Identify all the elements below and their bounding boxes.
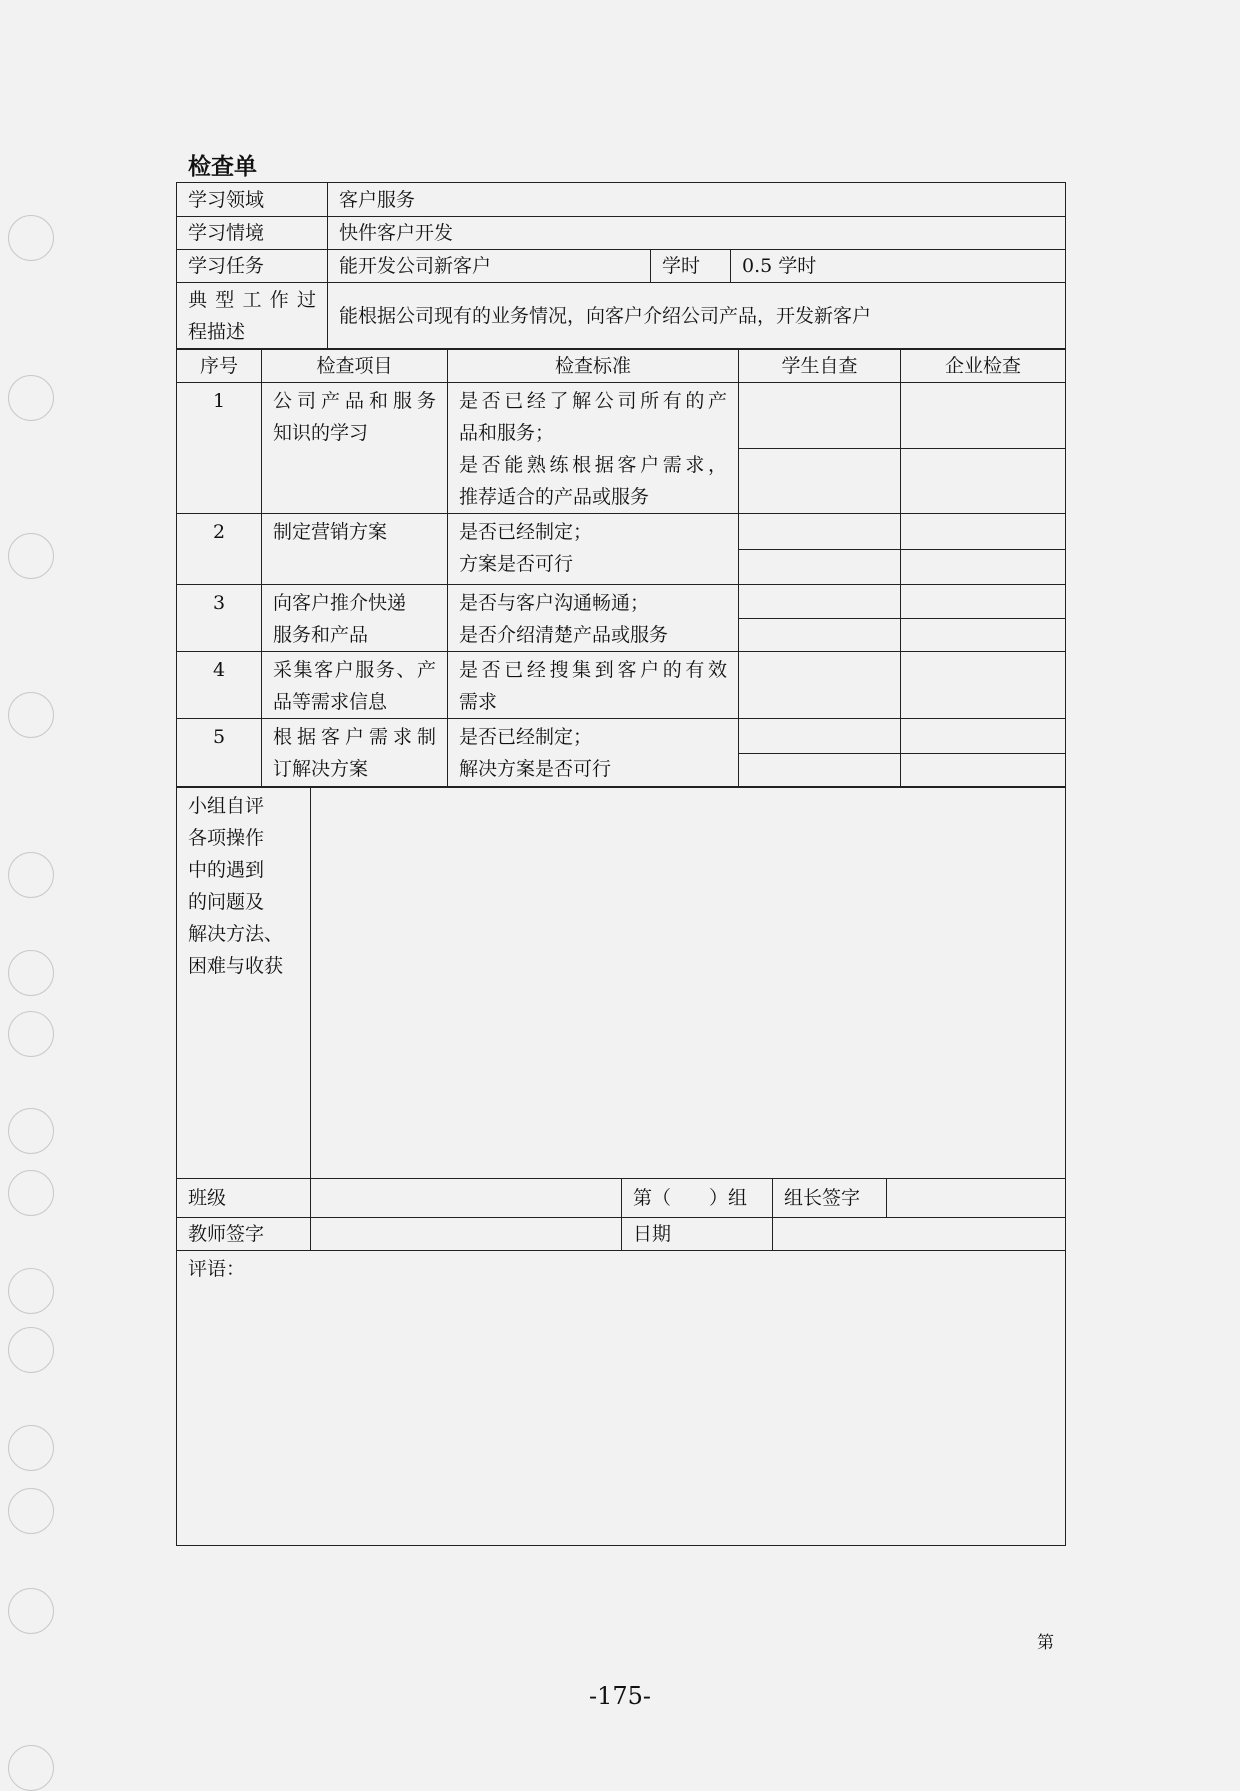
class-label: 班级 <box>177 1179 311 1218</box>
binder-hole <box>8 1425 54 1471</box>
hours-value: 0.5 学时 <box>731 250 1066 283</box>
row-1-std-2a: 是否能熟练根据客户需求， <box>459 454 727 476</box>
header-student-check: 学生自查 <box>739 350 901 383</box>
binder-hole <box>8 1327 54 1373</box>
domain-label: 学习领域 <box>177 183 328 217</box>
row-4-no: 4 <box>177 652 262 719</box>
company-check-cell[interactable] <box>901 585 1066 619</box>
row-1-item <box>262 383 448 514</box>
binder-hole <box>8 1745 54 1791</box>
self-eval-table <box>176 787 1066 1179</box>
header-company-check: 企业检查 <box>901 350 1066 383</box>
row-5-std-1: 是否已经制定； <box>459 726 593 748</box>
row-1-item-line1: 公司产品和服务 <box>273 390 436 412</box>
header-standard: 检查标准 <box>448 350 739 383</box>
process-label-line1: 典型工作过 <box>188 288 316 311</box>
header-no: 序号 <box>177 350 262 383</box>
self-eval-label-line2: 各项操作 <box>188 827 265 849</box>
company-check-cell[interactable] <box>901 383 1066 449</box>
domain-value: 客户服务 <box>328 183 1066 217</box>
student-check-cell[interactable] <box>739 449 901 514</box>
row-1-std-1a: 是否已经了解公司所有的产 <box>459 390 727 412</box>
company-check-cell[interactable] <box>901 719 1066 754</box>
row-5-item-line1: 根据客户需求制 <box>273 726 436 748</box>
process-label-line2: 程描述 <box>188 320 246 343</box>
row-2-std-1: 是否已经制定； <box>459 521 593 543</box>
row-3-std-1: 是否与客户沟通畅通； <box>459 592 650 614</box>
binder-hole <box>8 1170 54 1216</box>
date-field[interactable] <box>773 1218 1066 1251</box>
row-4-std-1: 是否已经搜集到客户的有效 <box>459 659 727 681</box>
group-label: 第（ ）组 <box>622 1179 773 1218</box>
hours-label: 学时 <box>651 250 731 283</box>
self-eval-label-line5: 解决方法、 <box>188 923 284 945</box>
self-eval-label-line4: 的问题及 <box>188 891 265 913</box>
row-4-item-line1: 采集客户服务、产 <box>273 659 436 681</box>
binder-hole <box>8 375 54 421</box>
row-5-standard <box>448 719 739 787</box>
student-check-cell[interactable] <box>739 719 901 754</box>
class-value-field[interactable] <box>311 1179 622 1218</box>
row-1-std-2b: 推荐适合的产品或服务 <box>459 486 650 508</box>
teacher-sign-label: 教师签字 <box>177 1218 311 1251</box>
binder-hole <box>8 1108 54 1154</box>
task-value: 能开发公司新客户 <box>328 250 651 283</box>
company-check-cell[interactable] <box>901 754 1066 787</box>
row-1-item-line2: 知识的学习 <box>273 422 369 444</box>
row-1-standard <box>448 383 739 514</box>
company-check-cell[interactable] <box>901 449 1066 514</box>
situation-value: 快件客户开发 <box>328 217 1066 250</box>
row-3-item-line2: 服务和产品 <box>273 624 369 646</box>
check-table <box>176 349 1066 787</box>
self-eval-label-line6: 困难与收获 <box>188 955 284 977</box>
binder-hole <box>8 1268 54 1314</box>
binder-hole <box>8 852 54 898</box>
header-item: 检查项目 <box>262 350 448 383</box>
comment-area[interactable] <box>177 1251 1066 1546</box>
leader-sign-label: 组长签字 <box>773 1179 887 1218</box>
company-check-cell[interactable] <box>901 550 1066 585</box>
self-eval-label <box>177 788 311 1179</box>
row-4-standard <box>448 652 739 719</box>
company-check-cell[interactable] <box>901 619 1066 652</box>
teacher-sign-field[interactable] <box>311 1218 622 1251</box>
row-2-item: 制定营销方案 <box>262 514 448 585</box>
row-3-item-line1: 向客户推介快递 <box>273 592 407 614</box>
row-4-std-2: 需求 <box>459 691 498 713</box>
binder-hole <box>8 1588 54 1634</box>
student-check-cell[interactable] <box>739 514 901 550</box>
student-check-cell[interactable] <box>739 754 901 787</box>
task-label: 学习任务 <box>177 250 328 283</box>
self-eval-label-line3: 中的遇到 <box>188 859 265 881</box>
binder-hole <box>8 950 54 996</box>
row-1-std-1b: 品和服务； <box>459 422 555 444</box>
student-check-cell[interactable] <box>739 652 901 719</box>
binder-hole <box>8 692 54 738</box>
row-1-no: 1 <box>177 383 262 514</box>
binder-hole <box>8 1488 54 1534</box>
page-number: -175- <box>588 1682 652 1710</box>
student-check-cell[interactable] <box>739 550 901 585</box>
row-2-standard <box>448 514 739 585</box>
company-check-cell[interactable] <box>901 652 1066 719</box>
document-title: 检查单 <box>188 154 257 180</box>
self-eval-label-line1: 小组自评 <box>188 795 265 817</box>
process-label <box>177 283 328 349</box>
binder-hole <box>8 1011 54 1057</box>
row-5-std-2: 解决方案是否可行 <box>459 758 612 780</box>
row-3-std-2: 是否介绍清楚产品或服务 <box>459 624 669 646</box>
binder-hole <box>8 215 54 261</box>
row-2-no: 2 <box>177 514 262 585</box>
date-label: 日期 <box>622 1218 773 1251</box>
row-3-no: 3 <box>177 585 262 652</box>
binder-hole <box>8 533 54 579</box>
leader-sign-field[interactable] <box>887 1179 1066 1218</box>
company-check-cell[interactable] <box>901 514 1066 550</box>
situation-label: 学习情境 <box>177 217 328 250</box>
info-table <box>176 182 1066 349</box>
row-3-item <box>262 585 448 652</box>
process-value: 能根据公司现有的业务情况，向客户介绍公司产品，开发新客户 <box>328 283 1066 349</box>
row-5-item <box>262 719 448 787</box>
binder-holes <box>8 0 58 1753</box>
self-eval-content-area[interactable] <box>311 788 1066 1179</box>
row-5-item-line2: 订解决方案 <box>273 758 369 780</box>
page-corner-text: 第 <box>1037 1633 1054 1653</box>
signature-table <box>176 1178 1066 1546</box>
row-3-standard <box>448 585 739 652</box>
row-4-item <box>262 652 448 719</box>
student-check-cell[interactable] <box>739 383 901 449</box>
student-check-cell[interactable] <box>739 619 901 652</box>
comment-label: 评语： <box>188 1258 246 1280</box>
row-4-item-line2: 品等需求信息 <box>273 691 388 713</box>
row-5-no: 5 <box>177 719 262 787</box>
row-2-std-2: 方案是否可行 <box>459 553 574 575</box>
student-check-cell[interactable] <box>739 585 901 619</box>
